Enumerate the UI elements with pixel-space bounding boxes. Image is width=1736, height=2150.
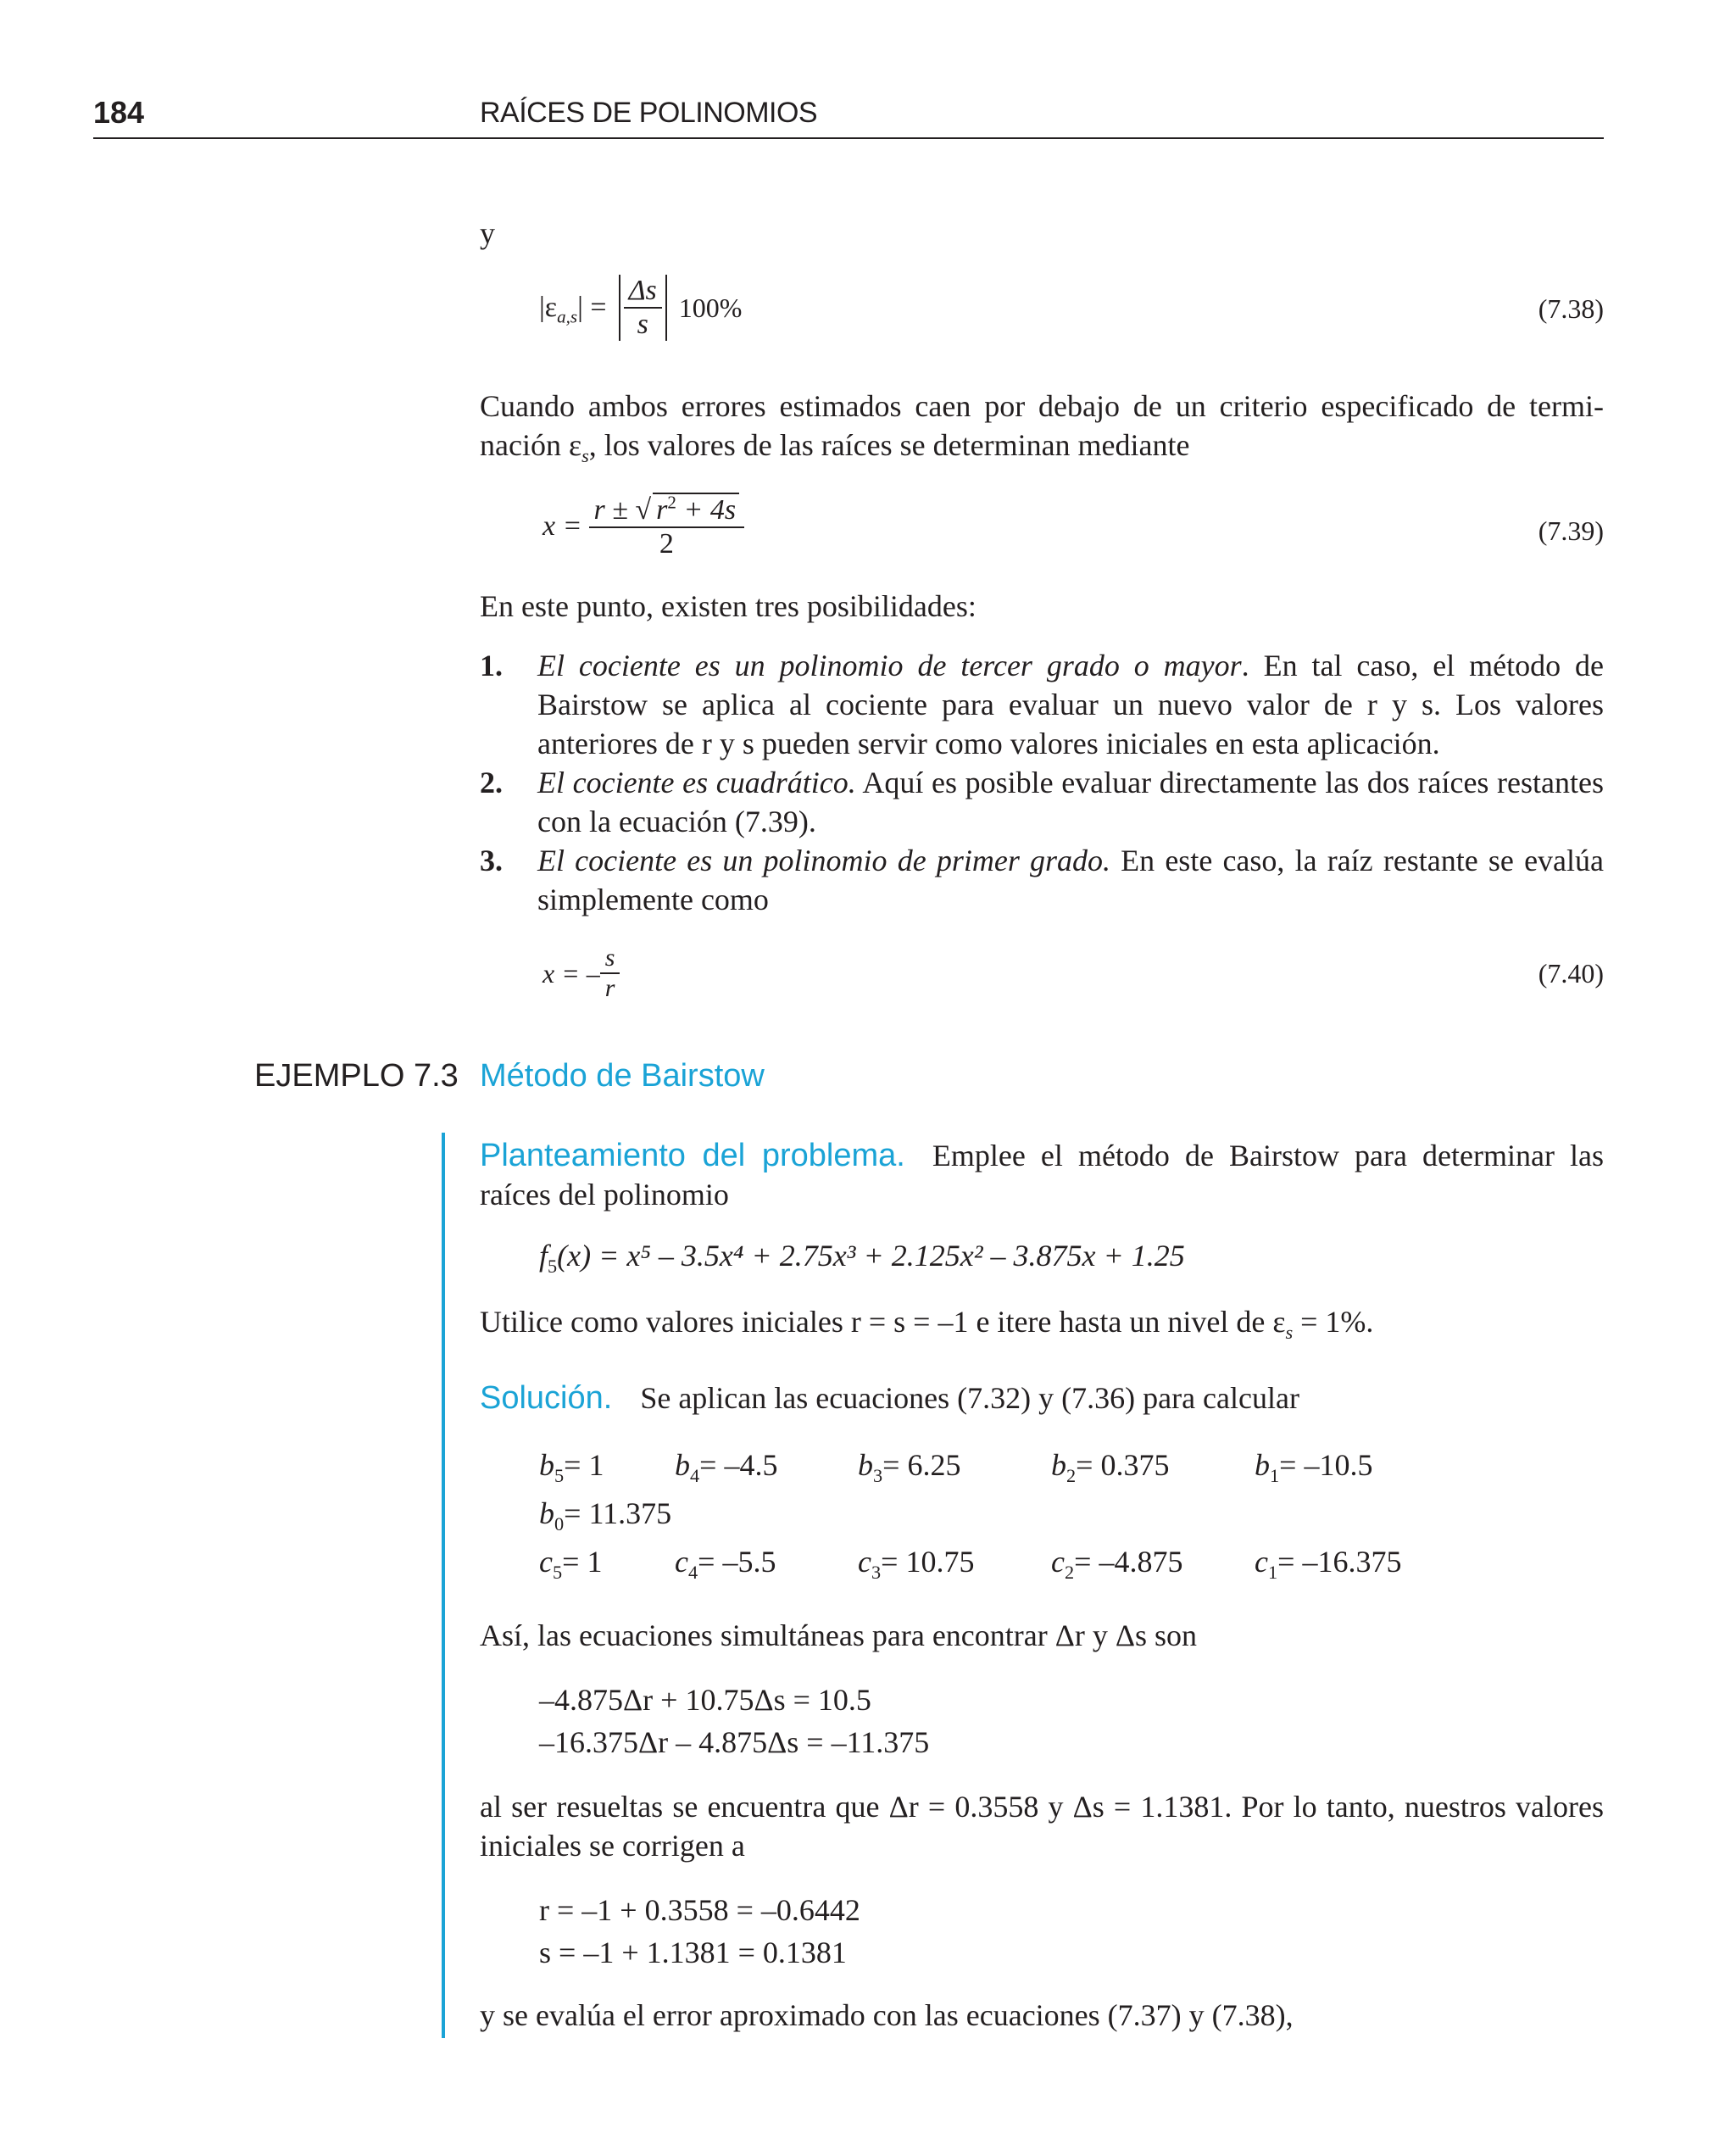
equation-line: –4.875Δr + 10.75Δs = 10.5: [539, 1683, 871, 1717]
equation-number-7-40: (7.40): [1538, 958, 1604, 989]
eq739-fraction: $\frac{r \pm √ r^2 + 4s}{2}$: [589, 493, 745, 560]
solution-heading: Solución.: [480, 1380, 613, 1416]
equation-7-38: [539, 270, 742, 346]
header-rule: [93, 137, 1604, 139]
b-value: $b_2= 0.375$: [1051, 1448, 1170, 1486]
result-text: al ser resueltas se encuentra que Δr = 0.3558 y Δs = 1.1381. Por lo tanto, nuestros valores iniciales se corrigen a: [480, 1790, 1604, 1863]
equation-7-39: [542, 480, 744, 573]
c-value: $c_3= 10.75$: [858, 1545, 975, 1583]
example-title: Método de Bairstow: [480, 1058, 765, 1094]
solution-line: Solución. Se aplican las ecuaciones (7.32) y (7.36) para calcular: [480, 1380, 1299, 1416]
corrected-line: s = –1 + 1.1381 = 0.1381: [539, 1936, 847, 1969]
paragraph-criteria: Cuando ambos errores estimados caen por debajo de un criterio especificado de termi-nación $\varepsilon_s$, los valores de las raíces se determinan mediante: [480, 389, 1604, 466]
b-value: $b_1= -10.5$: [1255, 1448, 1373, 1486]
equation-number-7-38: (7.38): [1538, 293, 1604, 324]
b-value: $b_5= 1$: [539, 1448, 604, 1486]
list-item: 3. El cociente es un polinomio de primer grado. En este caso, la raíz restante se evalúa simplemente como: [480, 844, 1605, 916]
polynomial-equation: $f_5(x) = x^5 - 3.5x^4 + 2.75x^3 + 2.125x^2 - 3.875x + 1.25$: [539, 1239, 1185, 1277]
initial-values-text: Utilice como valores iniciales r = s = –1 e itere hasta un nivel de $\varepsilon_s = 1\%$.: [480, 1305, 1374, 1343]
problem-statement: Planteamiento del problema. Emplee el método de Bairstow para determinar las raíces del polinomio: [480, 1138, 1604, 1211]
intro-y: y: [480, 216, 495, 250]
list-item: 1. El cociente es un polinomio de tercer grado o mayor. En tal caso, el método de Bairstow se aplica al cociente para evaluar un nuevo valor de r y s. Los valores anteriores de r y s pueden servir como valores iniciales en esta aplicación.: [480, 649, 1604, 760]
equation-number-7-39: (7.39): [1538, 515, 1604, 546]
equation-7-40: x = – $\frac{s}{r}$: [542, 933, 620, 1014]
final-text: y se evalúa el error aproximado con las ecuaciones (7.37) y (7.38),: [480, 1998, 1294, 2032]
b-values-row: [539, 1441, 1372, 1490]
paragraph-possibilities: En este punto, existen tres posibilidades:: [480, 589, 976, 623]
c-value: $c_2= -4.875$: [1051, 1545, 1183, 1583]
c-value: $c_4= -5.5$: [675, 1545, 776, 1583]
corrected-line: r = –1 + 0.3558 = –0.6442: [539, 1893, 860, 1927]
eq738-lhs: $|\varepsilon_{a,s}|$ =: [539, 292, 607, 327]
corrected-values: [539, 1889, 860, 1974]
b-value: $b_4= -4.5$: [675, 1448, 778, 1486]
possibilities-list: [480, 646, 1604, 919]
running-title: RAÍCES DE POLINOMIOS: [480, 97, 818, 129]
c-value: $c_1= -16.375$: [1255, 1545, 1402, 1583]
simultaneous-text: Así, las ecuaciones simultáneas para encontrar Δr y Δs son: [480, 1618, 1198, 1652]
equation-system: [539, 1679, 929, 1763]
example-label: EJEMPLO 7.3: [254, 1058, 459, 1094]
problem-heading: Planteamiento del problema.: [480, 1138, 905, 1173]
example-side-bar: [442, 1133, 445, 2038]
c-value: $c_5= 1$: [539, 1545, 603, 1583]
equation-line: –16.375Δr – 4.875Δs = –11.375: [539, 1725, 930, 1759]
c-values-row: [539, 1538, 1401, 1586]
b0-value: $b_0= 11.375$: [539, 1496, 672, 1535]
list-item: 2. El cociente es cuadrático. Aquí es posible evaluar directamente las dos raíces restantes con la ecuación (7.39).: [480, 766, 1604, 838]
eq738-abs-fraction: $\frac{\Delta s}{s}$: [619, 275, 667, 341]
b-value: $b_3= 6.25$: [858, 1448, 961, 1486]
page-number: 184: [93, 95, 145, 130]
eq738-percent: 100%: [678, 292, 743, 323]
eq739-lhs: x =: [542, 510, 582, 542]
